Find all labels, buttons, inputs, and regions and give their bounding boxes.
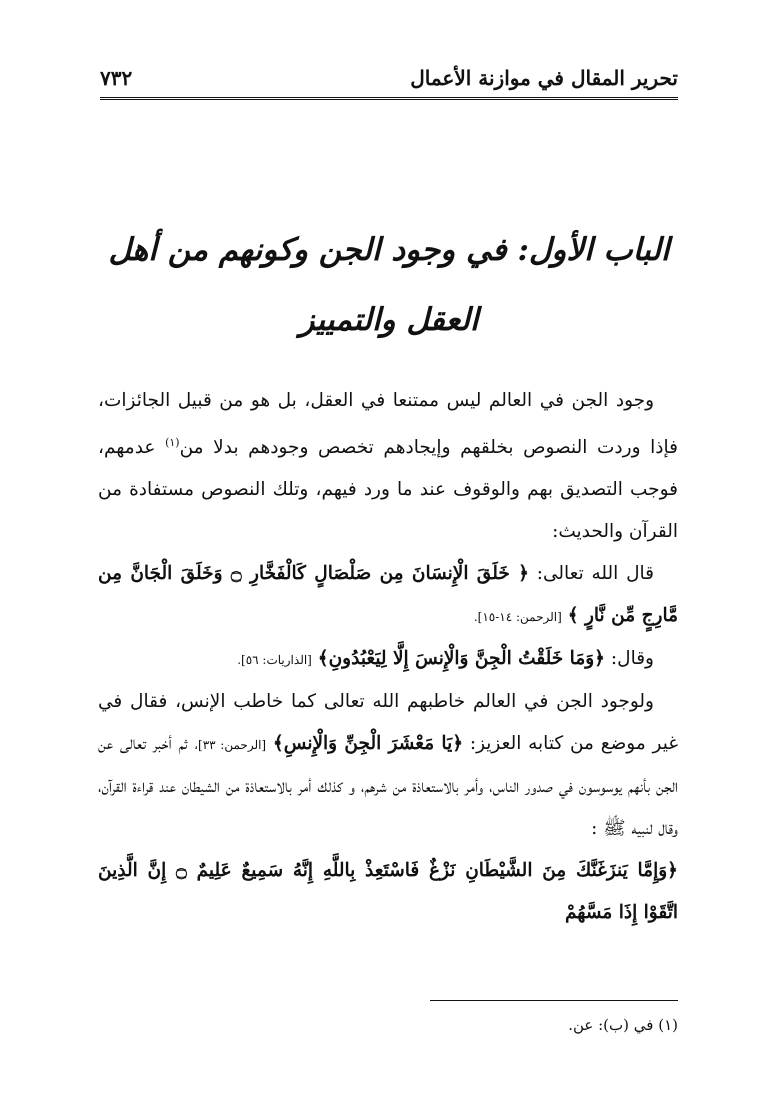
paragraph-5 [98,850,678,934]
p1-text-a: وجود الجن في العالم ليس ممتنعا في العقل، بل هو من قبيل الجائزات، فإذا وردت النصوص بخلقهم وإيجادهم تخصص وجودهم بدلا من [98,390,678,459]
book-title: تحرير المقال في موازنة الأعمال [410,66,678,90]
chapter-title: الباب الأول: في وجود الجن وكونهم من أهل العقل والتمييز [108,232,670,338]
paragraph-1 [98,380,678,553]
body-text [98,380,678,934]
footnote-rule [430,1000,678,1001]
p4-text-a: ولوجود الجن في العالم خاطبهم الله تعالى كما خاطب الإنس، فقال في غير موضع من كتابه العزيز: [98,691,678,755]
page-number: ٧٣٢ [100,66,133,90]
quran-verse-rahman-33: ﴿يَا مَعْشَرَ الْجِنِّ وَالْإِنسِ﴾ [272,733,464,755]
paragraph-2 [98,553,678,638]
header-rule [100,97,678,100]
footnote-marker: (١) [165,436,180,449]
verse-reference: [الذاريات: ٥٦]. [237,653,312,668]
quran-verse-araf-200: ﴿وَإِمَّا يَنزَغَنَّكَ مِنَ الشَّيْطَانِ نَزْغٌ فَاسْتَعِذْ بِاللَّهِ إِنَّهُ سَمِيعٌ عَلِيمٌ ۝ إِنَّ الَّذِينَ اتَّقَوْا إِذَا مَسَّهُمْ [98,860,679,924]
paragraph-4 [98,681,678,850]
verse-reference: [الرحمن: ٣٣]، [194,738,267,753]
verse-reference: [الرحمن: ١٤-١٥]. [473,610,562,625]
footnote: (١) في (ب): عن. [568,1016,678,1034]
p3-intro: وقال: [610,648,654,670]
p1-text-b: عدمهم، فوجب التصديق بهم والوقوف عند ما ورد فيهم، وتلك النصوص مستفادة من القرآن والحديث: [98,437,678,543]
quran-verse-rahman-14: ﴿ خَلَقَ الْإِنسَانَ مِن صَلْصَالٍ كَالْفَخَّارِ ۝ وَخَلَقَ الْجَانَّ مِن مَّارِجٍ مِّن نَّارٍ ﴾ [98,563,678,627]
p4-text-b: ثم أخبر تعالى عن الجن بأنهم يوسوسون في صدور الناس، وأمر بالاستعاذة من شرهم، و كذلك أمر بالاستعاذة من الشيطان عند قراءة القرآن، وقال لنبيه ﷺ : [98,733,678,840]
paragraph-3 [98,638,678,681]
quran-verse-dhariyat-56: ﴿وَمَا خَلَقْتُ الْجِنَّ وَالْإِنسَ إِلَّا لِيَعْبُدُونِ﴾ [317,648,606,670]
running-header [100,62,678,100]
p2-intro: قال الله تعالى: [536,563,654,585]
